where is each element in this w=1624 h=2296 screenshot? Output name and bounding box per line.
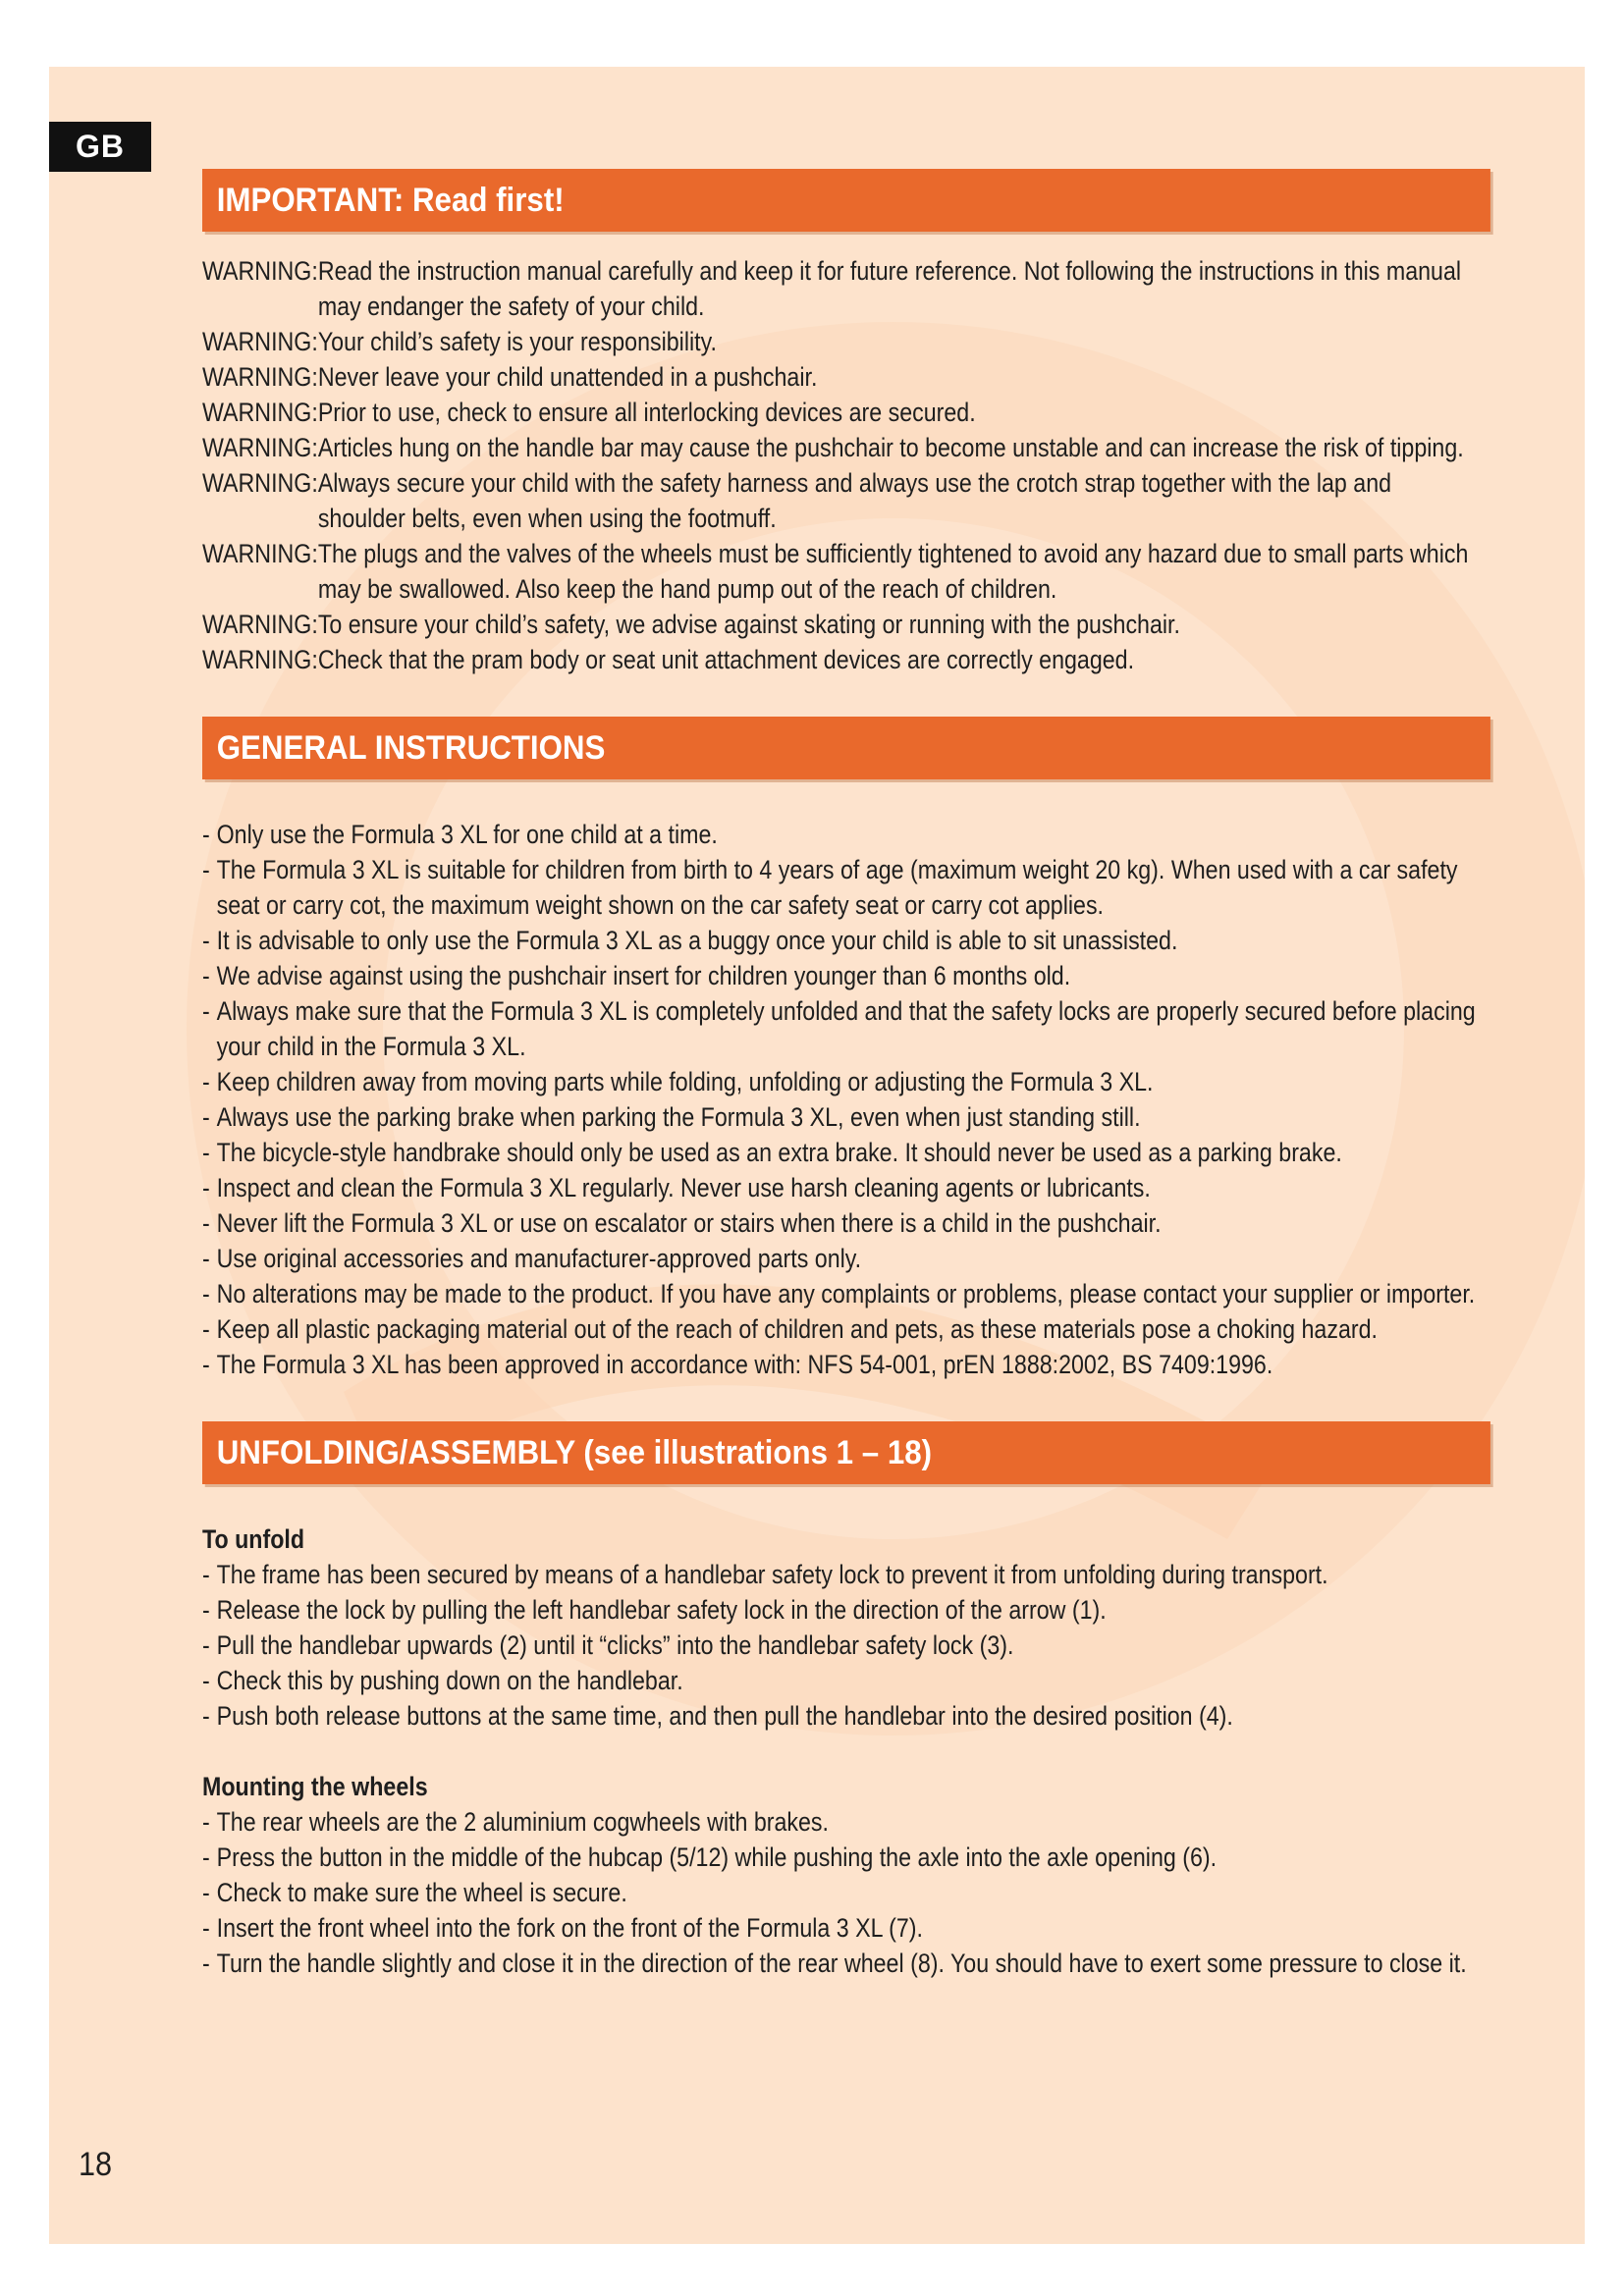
list-item: - Keep all plastic packaging material out of the reach of children and pets, as these materials pose a choking hazard. <box>202 1311 1479 1347</box>
list-item: - Pull the handlebar upwards (2) until it “clicks” into the handlebar safety lock (3). <box>202 1628 1479 1663</box>
list-item-text: Pull the handlebar upwards (2) until it “clicks” into the handlebar safety lock (3). <box>216 1630 1014 1660</box>
warning-label: WARNING: <box>202 539 318 568</box>
warning-text: Read the instruction manual carefully and keep it for future reference. Not following the instructions in this manual may endanger the safety of your child. <box>317 256 1462 321</box>
list-item-text: Always make sure that the Formula 3 XL is completely unfolded and that the safety locks are properly secured before placing your child in the Formula 3 XL. <box>216 996 1476 1061</box>
list-item: - The Formula 3 XL is suitable for children from birth to 4 years of age (maximum weight 20 kg). When used with a car safety seat or carry cot, the maximum weight shown on the car safety seat or carry cot applies. <box>202 852 1479 923</box>
assembly-section <box>202 1421 1479 1981</box>
warning-label: WARNING: <box>202 398 318 427</box>
warning-text: The plugs and the valves of the wheels must be sufficiently tightened to avoid any hazard due to small parts which may be swallowed. Also keep the hand pump out of the reach of children. <box>317 539 1469 604</box>
important-header: IMPORTANT: Read first! <box>202 169 1490 232</box>
warning-item <box>202 324 1479 359</box>
list-item-text: Never lift the Formula 3 XL or use on escalator or stairs when there is a child in the pushchair. <box>216 1208 1162 1238</box>
warning-text: Never leave your child unattended in a pushchair. <box>317 362 818 392</box>
list-item: - The bicycle-style handbrake should only be used as an extra brake. It should never be used as a parking brake. <box>202 1135 1479 1170</box>
warnings-list <box>202 253 1479 677</box>
list-item-text: Check to make sure the wheel is secure. <box>216 1878 627 1907</box>
list-item-text: It is advisable to only use the Formula 3 XL as a buggy once your child is able to sit unassisted. <box>216 926 1178 955</box>
general-instructions-header: GENERAL INSTRUCTIONS <box>202 717 1490 779</box>
list-item-text: Only use the Formula 3 XL for one child at a time. <box>216 820 718 849</box>
list-item-text: The Formula 3 XL has been approved in accordance with: NFS 54-001, prEN 1888:2002, BS 7409:1996. <box>216 1350 1273 1379</box>
list-item: - The frame has been secured by means of a handlebar safety lock to prevent it from unfolding during transport. <box>202 1557 1479 1592</box>
list-item: - The rear wheels are the 2 aluminium cogwheels with brakes. <box>202 1804 1479 1840</box>
list-item: - Always make sure that the Formula 3 XL is completely unfolded and that the safety locks are properly secured before placing your child in the Formula 3 XL. <box>202 993 1479 1064</box>
important-section <box>202 169 1479 677</box>
list-item: - Check to make sure the wheel is secure. <box>202 1875 1479 1910</box>
warning-label: WARNING: <box>202 327 318 356</box>
page-content <box>202 169 1479 2020</box>
list-item-text: Turn the handle slightly and close it in the direction of the rear wheel (8). You should have to exert some pressure to close it. <box>216 1949 1467 1978</box>
list-item: - Check this by pushing down on the handlebar. <box>202 1663 1479 1698</box>
list-item: - The Formula 3 XL has been approved in accordance with: NFS 54-001, prEN 1888:2002, BS 7409:1996. <box>202 1347 1479 1382</box>
list-item-text: Push both release buttons at the same time, and then pull the handlebar into the desired position (4). <box>216 1701 1233 1731</box>
warning-label: WARNING: <box>202 468 318 498</box>
list-item: - Only use the Formula 3 XL for one child at a time. <box>202 817 1479 852</box>
warning-label: WARNING: <box>202 362 318 392</box>
list-item-text: No alterations may be made to the product. If you have any complaints or problems, please contact your supplier or importer. <box>216 1279 1476 1308</box>
warning-item <box>202 395 1479 430</box>
list-item: - Never lift the Formula 3 XL or use on escalator or stairs when there is a child in the pushchair. <box>202 1205 1479 1241</box>
warning-text: Check that the pram body or seat unit attachment devices are correctly engaged. <box>317 645 1135 674</box>
list-item-text: Use original accessories and manufacturer-approved parts only. <box>216 1244 862 1273</box>
warning-label: WARNING: <box>202 256 318 286</box>
list-item-text: Press the button in the middle of the hubcap (5/12) while pushing the axle into the axle opening (6). <box>216 1842 1218 1872</box>
list-item: - Keep children away from moving parts while folding, unfolding or adjusting the Formula 3 XL. <box>202 1064 1479 1099</box>
warning-item <box>202 642 1479 677</box>
page-number: 18 <box>79 2146 113 2183</box>
list-item-text: Always use the parking brake when parking the Formula 3 XL, even when just standing still. <box>216 1102 1141 1132</box>
list-item: - Inspect and clean the Formula 3 XL regularly. Never use harsh cleaning agents or lubricants. <box>202 1170 1479 1205</box>
warning-item <box>202 430 1479 465</box>
list-item-text: Check this by pushing down on the handlebar. <box>216 1666 683 1695</box>
list-item: - Use original accessories and manufacturer-approved parts only. <box>202 1241 1479 1276</box>
assembly-header: UNFOLDING/ASSEMBLY (see illustrations 1 – 18) <box>202 1421 1490 1484</box>
unfold-heading: To unfold <box>202 1524 305 1554</box>
list-item: - Insert the front wheel into the fork on the front of the Formula 3 XL (7). <box>202 1910 1479 1946</box>
list-item-text: Insert the front wheel into the fork on the front of the Formula 3 XL (7). <box>216 1913 923 1943</box>
warning-item <box>202 607 1479 642</box>
warning-label: WARNING: <box>202 610 318 639</box>
list-item-text: Inspect and clean the Formula 3 XL regularly. Never use harsh cleaning agents or lubricants. <box>216 1173 1151 1202</box>
warning-text: Always secure your child with the safety harness and always use the crotch strap together with the lap and shoulder belts, even when using the footmuff. <box>317 468 1392 533</box>
list-item: - We advise against using the pushchair insert for children younger than 6 months old. <box>202 958 1479 993</box>
warning-item <box>202 253 1479 324</box>
warning-text: Your child’s safety is your responsibility. <box>317 327 717 356</box>
general-instructions-list <box>202 817 1479 1382</box>
list-item-text: Keep children away from moving parts while folding, unfolding or adjusting the Formula 3 XL. <box>216 1067 1154 1096</box>
warning-text: To ensure your child’s safety, we advise against skating or running with the pushchair. <box>317 610 1180 639</box>
warning-item <box>202 359 1479 395</box>
list-item-text: Release the lock by pulling the left handlebar safety lock in the direction of the arrow (1). <box>216 1595 1107 1625</box>
list-item: - Release the lock by pulling the left handlebar safety lock in the direction of the arrow (1). <box>202 1592 1479 1628</box>
list-item-text: The frame has been secured by means of a handlebar safety lock to prevent it from unfolding during transport. <box>216 1560 1328 1589</box>
warning-label: WARNING: <box>202 433 318 462</box>
list-item-text: We advise against using the pushchair insert for children younger than 6 months old. <box>216 961 1071 990</box>
list-item-text: The Formula 3 XL is suitable for children from birth to 4 years of age (maximum weight 20 kg). When used with a car safety seat or carry cot, the maximum weight shown on the car safety seat or carry cot applies. <box>216 855 1458 920</box>
list-item: - Always use the parking brake when parking the Formula 3 XL, even when just standing still. <box>202 1099 1479 1135</box>
unfold-block <box>202 1522 1479 1734</box>
wheels-heading: Mounting the wheels <box>202 1772 428 1801</box>
list-item-text: The rear wheels are the 2 aluminium cogwheels with brakes. <box>216 1807 829 1837</box>
list-item: - Press the button in the middle of the hubcap (5/12) while pushing the axle into the axle opening (6). <box>202 1840 1479 1875</box>
language-tab: GB <box>49 122 151 172</box>
wheels-block <box>202 1769 1479 1981</box>
warning-item <box>202 465 1479 536</box>
warning-label: WARNING: <box>202 645 318 674</box>
warning-item <box>202 536 1479 607</box>
list-item: - Turn the handle slightly and close it in the direction of the rear wheel (8). You should have to exert some pressure to close it. <box>202 1946 1479 1981</box>
list-item-text: The bicycle-style handbrake should only be used as an extra brake. It should never be used as a parking brake. <box>216 1138 1342 1167</box>
general-instructions-section <box>202 717 1479 1382</box>
list-item-text: Keep all plastic packaging material out of the reach of children and pets, as these materials pose a choking hazard. <box>216 1314 1378 1344</box>
list-item: - No alterations may be made to the product. If you have any complaints or problems, please contact your supplier or importer. <box>202 1276 1479 1311</box>
warning-text: Prior to use, check to ensure all interlocking devices are secured. <box>317 398 976 427</box>
list-item: - It is advisable to only use the Formula 3 XL as a buggy once your child is able to sit unassisted. <box>202 923 1479 958</box>
warning-text: Articles hung on the handle bar may cause the pushchair to become unstable and can increase the risk of tipping. <box>317 433 1464 462</box>
list-item: - Push both release buttons at the same time, and then pull the handlebar into the desired position (4). <box>202 1698 1479 1734</box>
